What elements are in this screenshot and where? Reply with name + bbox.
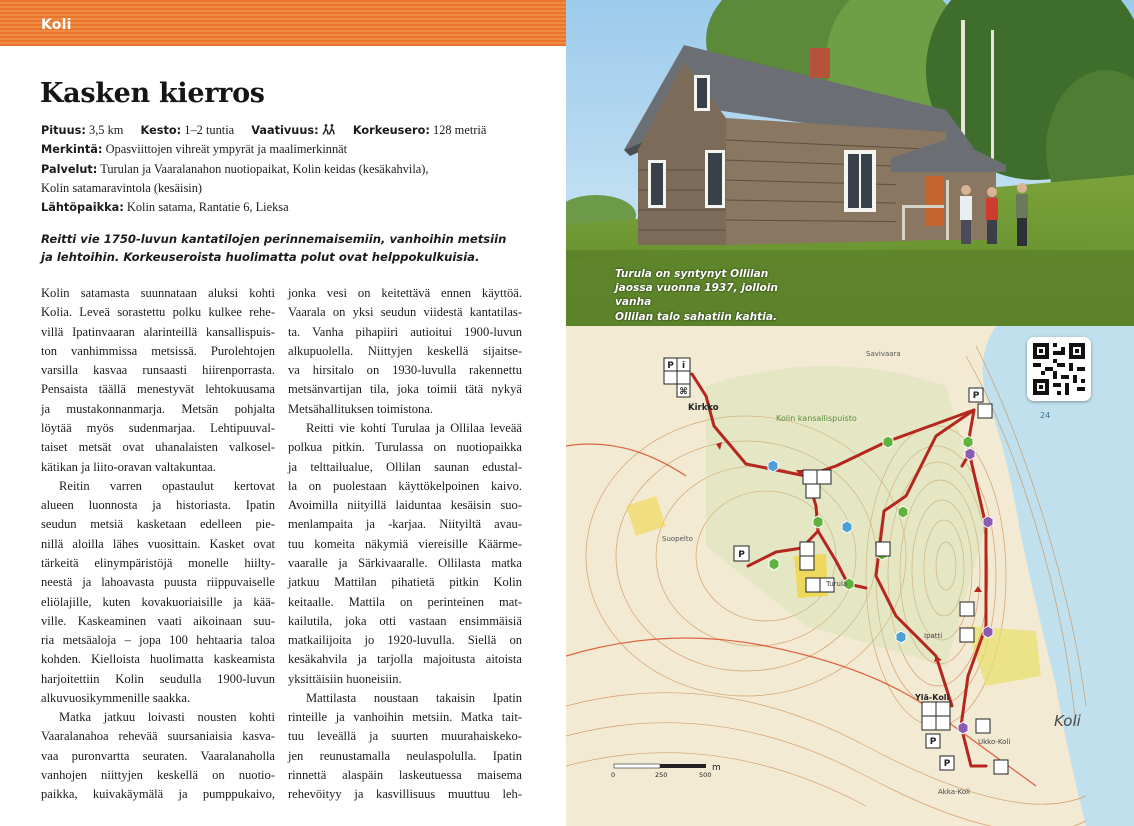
map-label-savivaara: Savivaara <box>866 350 901 358</box>
body-text-line: Vaaralanahoa rehevää suursaniaisia kasva- <box>41 729 275 744</box>
body-text-line: ja telttailualue, Ollilan saunan edustal- <box>288 459 522 474</box>
section-title: Koli <box>41 17 72 33</box>
section-header-band <box>0 0 566 46</box>
hiker-icon <box>322 124 336 135</box>
body-text-line: ta. Vanha pihapiiri autioitui 1900-luvun <box>288 324 522 339</box>
length-value: 3,5 km <box>89 123 124 137</box>
caption-line: Ollilan talo sahatiin kahtia. <box>615 310 778 323</box>
body-text-line: paikka, kuivakäymälä ja pumppukaivo, <box>41 787 275 802</box>
photo-caption <box>615 267 815 324</box>
map-label-suopelto: Suopelto <box>662 535 693 543</box>
map-label-ylakoli: Ylä-Koli <box>915 693 950 702</box>
marking-label: Merkintä: <box>41 143 103 157</box>
body-text-line: ria metsäaloja – jopa 100 hehtaaria taloa <box>41 633 275 648</box>
body-text-line: Vaarala on yksi seudun viidestä kantatilas- <box>288 305 522 320</box>
body-text-line: Metsähallituksen toimistona. <box>288 401 433 416</box>
lead-line: ja lehtoihin. Korkeuseroista huolimatta polut ovat helppokulkuisia. <box>41 250 480 265</box>
body-text-line: tuu komeita näkymiä viereisille Käärme- <box>288 536 522 551</box>
article-title: Kasken kierros <box>40 78 265 109</box>
svg-text:P: P <box>943 759 951 769</box>
body-text-line: kohden. Kielloista huolimatta kaskeamista <box>41 652 275 667</box>
body-text-line: seudun metsiä kasketaan edelleen pie- <box>41 517 275 532</box>
body-text-line: neestä ja lahoavasta puusta riippuvaiselle <box>41 575 275 590</box>
facts-row-3 <box>41 160 541 179</box>
difficulty-label: Vaativuus: <box>251 124 319 137</box>
body-text-line: jonka vesi on keitettävä ennen käyttöä. <box>288 286 522 300</box>
map-label-koli: Koli <box>1054 712 1081 730</box>
body-text-line: polkua pitkin. Turulassa on nuotiopaikka <box>288 440 522 455</box>
body-text-line: vaaralle ja Särkivaaralle. Ollilasta matka <box>288 555 522 570</box>
body-text-line: kailutila, joka otti vastaan ensimmäisiä <box>288 613 522 628</box>
map-label-akkakoli: Akka-Koli <box>938 788 971 796</box>
body-text-line: ja mustakonnanmarja. Metsän pohjalta <box>41 401 275 416</box>
svg-text:500: 500 <box>699 771 712 779</box>
svg-text:0: 0 <box>611 771 616 779</box>
body-text-line: rehevöityy ja kasvillisuus muuttuu leh- <box>288 787 522 802</box>
map-label-kirkko: Kirkko <box>688 403 719 413</box>
body-text-line: eliölajille, kuten kovakuoriaisille ja kää- <box>41 594 275 609</box>
duration-value: 1–2 tuntia <box>184 123 235 137</box>
body-text-line: Avoimilla niityillä laiduntaa kesäisin suo- <box>288 498 522 513</box>
body-text-line: va hirsitalo on 1930-luvulla rakennettu <box>288 363 522 378</box>
marking-value: Opasviittojen vihreät ympyrät ja maalimerkinnät <box>105 142 348 157</box>
body-text-line: yksittäisiin huoneisiin. <box>288 671 402 686</box>
body-text-line: la on puolestaan käyttökelpoinen kaivo. <box>288 478 522 493</box>
route-map-illustration <box>566 326 1134 826</box>
body-text-line: Kolin satamasta suunnataan aluksi kohti <box>41 286 275 300</box>
facts-row-1 <box>41 121 541 140</box>
map-label-ukkokoli: Ukko-Koli <box>978 738 1011 746</box>
svg-text:i: i <box>681 361 686 371</box>
body-text-line: taiset metsät ovat uhanalaisten valkosel- <box>41 440 275 455</box>
svg-text:250: 250 <box>655 771 668 779</box>
lead-paragraph <box>41 230 541 266</box>
body-text-line: Mattilasta noustaan takaisin Ipatin <box>306 690 522 705</box>
body-text-line: jatkuu Mattilan pihatietä pitkin Kolin <box>288 575 522 590</box>
body-text-line: kätikan ja liito-oravan valtakuntaa. <box>41 459 216 474</box>
body-text-line: ton vanhimmissa metsissä. Purolehtojen <box>41 343 275 358</box>
caption-line: Turula on syntynyt Ollilan <box>615 268 769 280</box>
body-text-line: Reitti vie kohti Turulaa ja Ollilaa leveää <box>306 420 522 435</box>
svg-text:P: P <box>929 737 937 747</box>
route-facts <box>41 121 541 217</box>
svg-text:m: m <box>712 763 721 773</box>
body-text-line: nillä aloilla lähes vuosittain. Kasket ovat <box>41 536 275 551</box>
body-text-line: Matka jatkuu loivasti nousten kohti <box>59 710 275 725</box>
facts-row-2 <box>41 140 541 159</box>
body-text-line: alkuvuosikymmenille saakka. <box>41 690 191 705</box>
body-text-line: alkupuolella. Niittyjen keskellä sijaitse- <box>288 343 522 358</box>
body-text-line: löytää myös sudenmarjaa. Lehtipuuval- <box>41 420 275 435</box>
body-column-1 <box>41 284 275 805</box>
elevation-label: Korkeusero: <box>352 124 430 137</box>
facts-row-5 <box>41 198 541 217</box>
body-text-line: vanhojen niittyjen keskellä on nuotio- <box>41 768 275 783</box>
body-text-line: jen reunustamalla neulaspolulla. Ipatin <box>288 748 522 763</box>
map-label-park: Kolin kansallispuisto <box>776 414 857 423</box>
svg-text:P: P <box>738 550 745 560</box>
body-text-line: villä Ipatinvaaran alarinteillä kansallispuis- <box>41 324 275 339</box>
services-value-cont: Kolin satamaravintola (kesäisin) <box>41 181 203 196</box>
facts-row-4 <box>41 179 541 197</box>
qr-code[interactable] <box>1027 337 1091 401</box>
body-text-line: harjoitettiin Kolin seudulla 1900-luvun <box>41 671 275 686</box>
body-text-line: menlampaita ja -karjaa. Niityiltä avau- <box>288 517 522 532</box>
body-text-line: tuu leveällä ja suurten muurahaiskeko- <box>288 729 522 744</box>
left-page <box>0 0 566 826</box>
svg-text:P: P <box>972 391 980 401</box>
body-text-line: vaa puronvartta seuraten. Vaaralanaholla <box>41 748 275 763</box>
body-text-line: rinnettä alaspäin laskeutuessa maisema <box>288 768 522 783</box>
body-text-line: varsilla kasvaa runsaasti hiirenporrasta. <box>41 363 275 378</box>
body-text-line: Reitin varren opastaulut kertovat <box>59 478 275 493</box>
caption-line: jaossa vuonna 1937, jolloin vanha <box>615 282 778 309</box>
start-value: Kolin satama, Rantatie 6, Lieksa <box>126 199 289 214</box>
length-label: Pituus: <box>41 124 86 137</box>
map-parking-sign: P <box>667 361 674 371</box>
body-text-line: matkailijoita jo 1920-luvulla. Siellä on <box>288 633 522 648</box>
body-text-line: metsänvartijan tila, joka toimii tätä nykyä <box>288 382 522 397</box>
route-map <box>566 326 1134 826</box>
lead-line: Reitti vie 1750-luvun kantatilojen perinnemaisemiin, vanhoihin metsiin <box>41 232 507 246</box>
duration-label: Kesto: <box>140 124 182 137</box>
elevation-value: 128 metriä <box>433 123 487 137</box>
body-text-line: tärkeitä elinympäristöjä monelle hiilty- <box>41 555 275 570</box>
body-text-line: Pensaista täällä menestyvät lehtokuusama <box>41 382 275 397</box>
body-text-line: kesäkahvila ja tarjolla majoitusta aitoista <box>288 652 522 667</box>
map-label-turula: Turula <box>826 580 848 588</box>
start-label: Lähtöpaikka: <box>41 200 124 214</box>
body-text-line: rinteille ja vanhoihin metsiin. Matka tait- <box>288 710 522 725</box>
map-label-ipatti: Ipatti <box>924 632 943 640</box>
svg-text:⌘: ⌘ <box>679 387 688 397</box>
qr-code-icon <box>1033 343 1085 395</box>
map-label-contour: 24 <box>1040 411 1051 420</box>
body-column-2 <box>288 284 522 805</box>
services-label: Palvelut: <box>41 162 98 176</box>
body-text-line: Kolia. Leveä sorastettu polku kulkee rehe- <box>41 305 275 320</box>
services-value: Turulan ja Vaaralanahon nuotiopaikat, Kolin keidas (kesäkahvila), <box>100 161 429 176</box>
body-text-line: ville. Kaskeaminen vaati aikoinaan suu- <box>41 613 275 628</box>
body-text-line: keitaalle. Mattila on perinteinen mat- <box>288 594 522 609</box>
body-text-line: alueen luonnosta ja historiasta. Ipatin <box>41 498 275 513</box>
